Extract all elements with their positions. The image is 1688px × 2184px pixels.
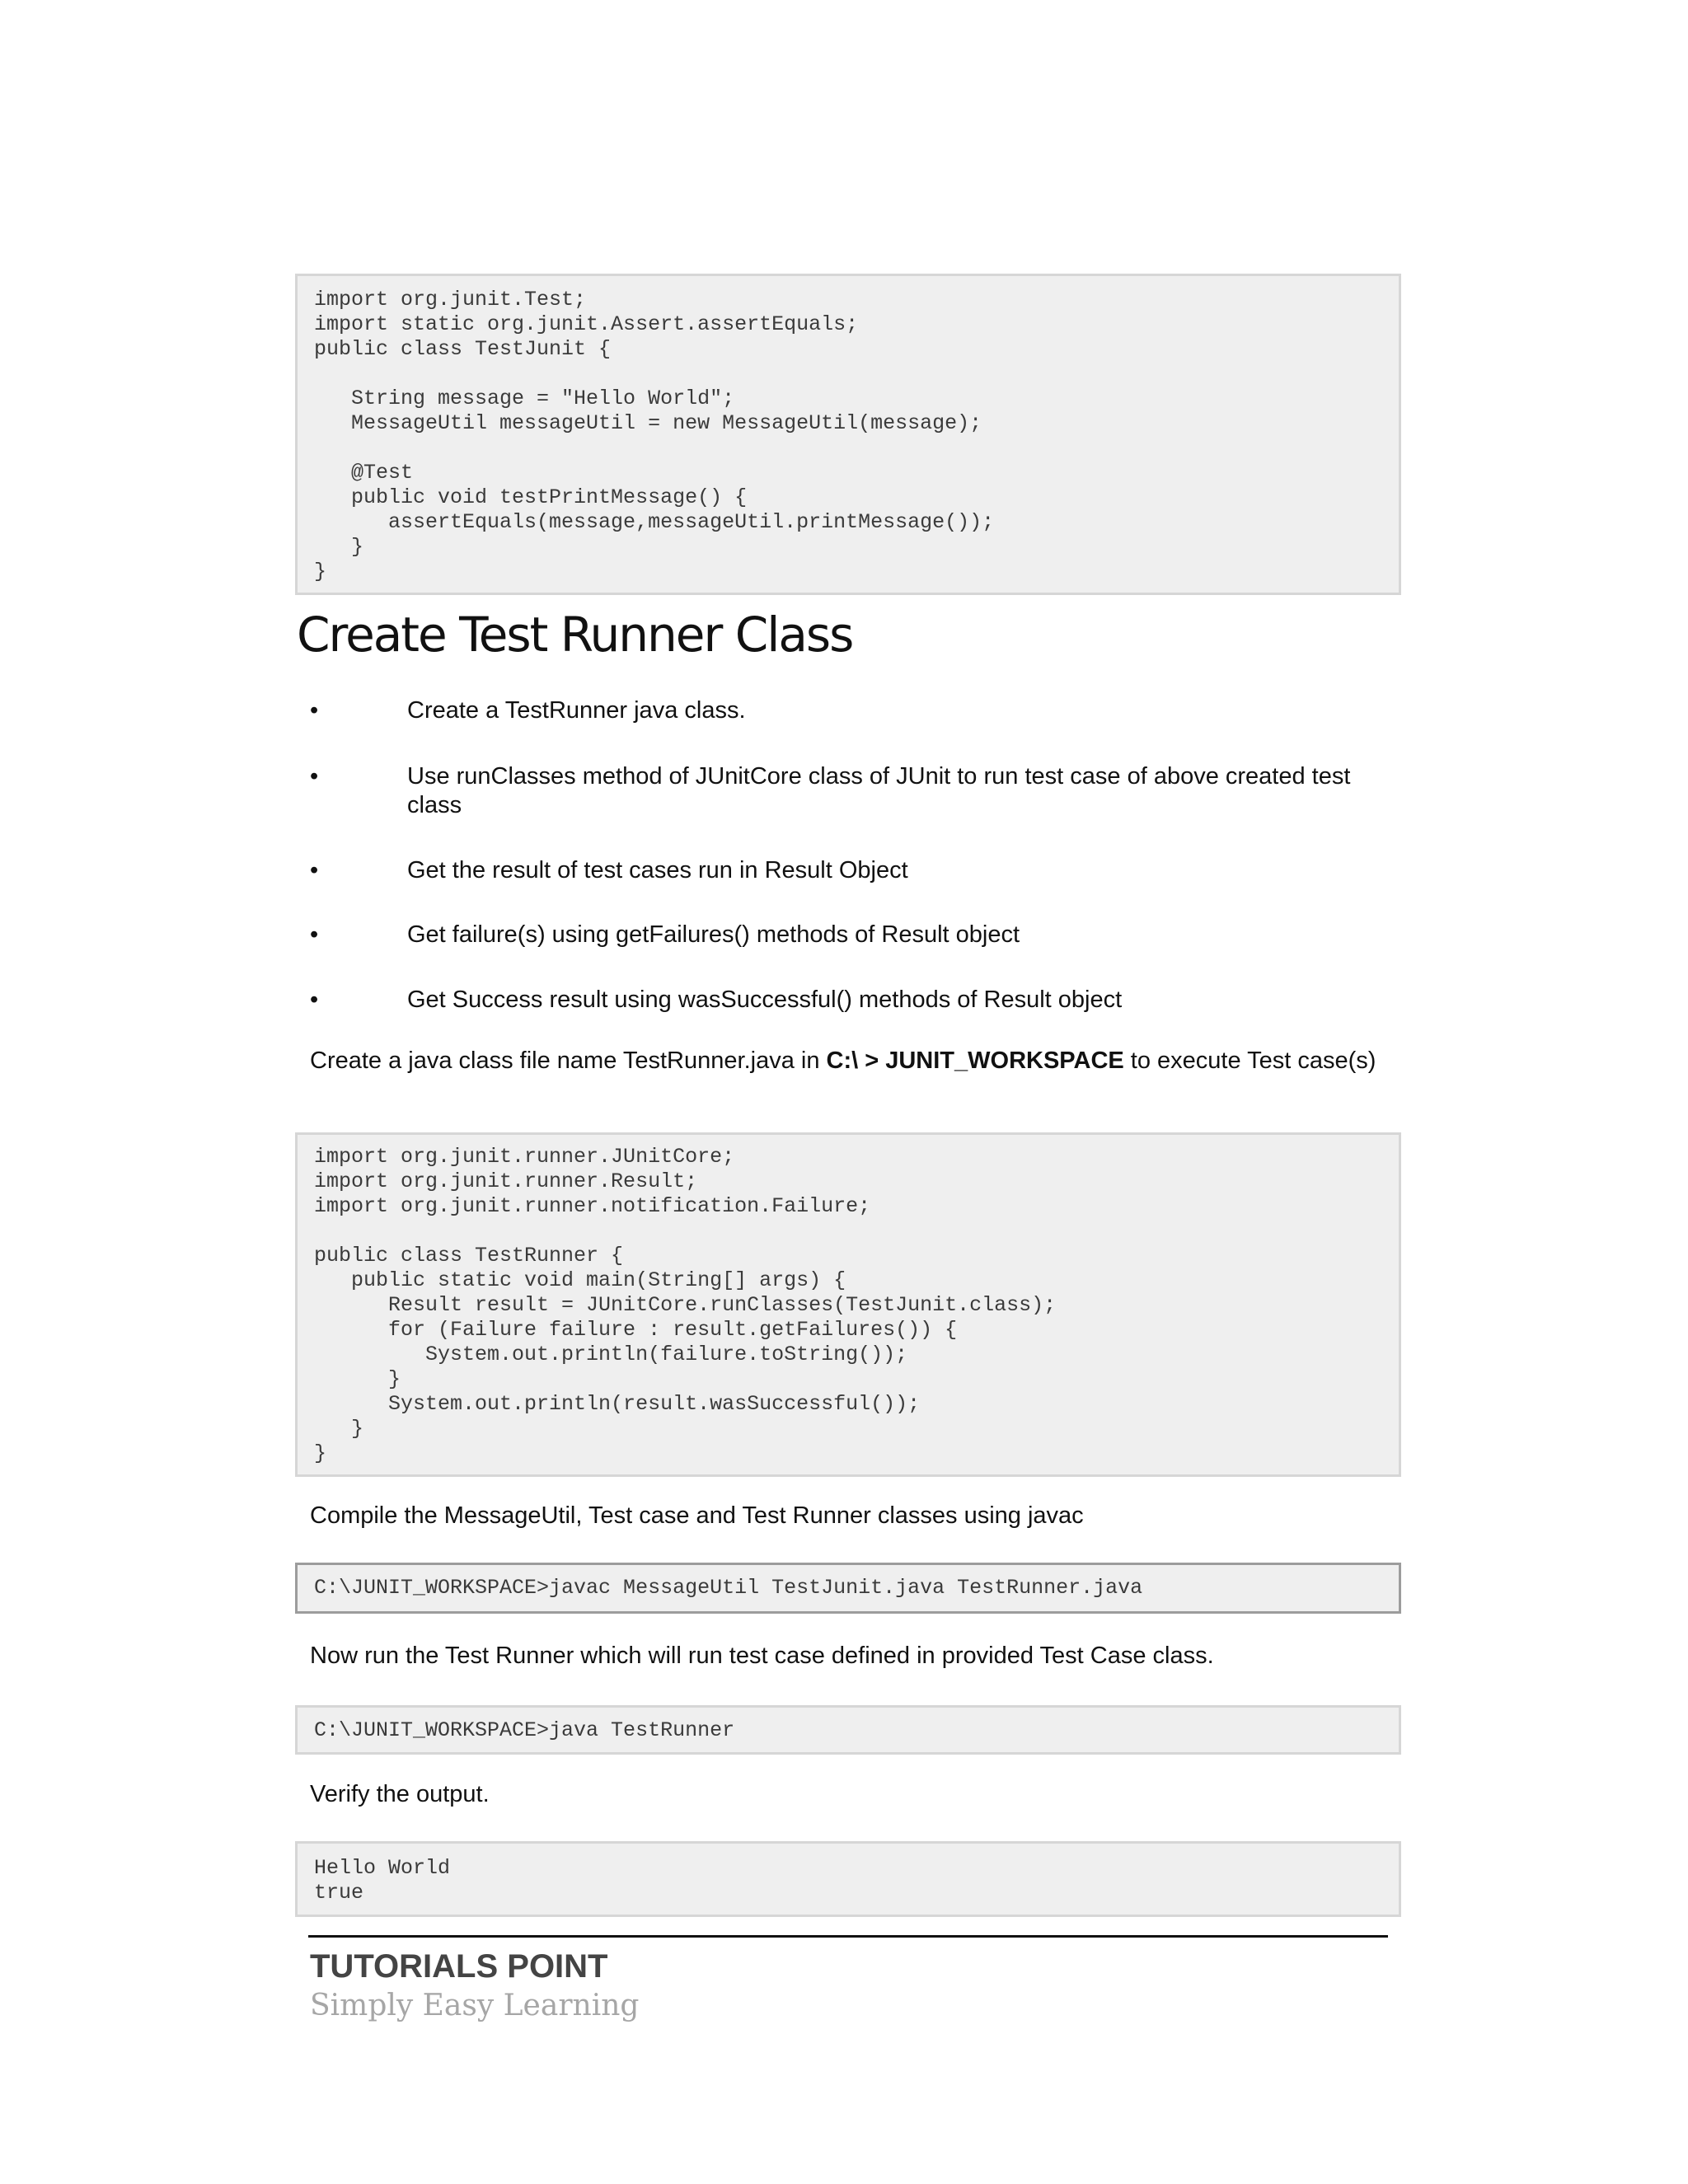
bullet-text: Use runClasses method of JUnitCore class of JUnit to run test case of above created test class [407,763,1351,818]
code-block-compile-command: C:\JUNIT_WORKSPACE>javac MessageUtil TestJunit.java TestRunner.java [295,1563,1401,1614]
bullet-text: Get failure(s) using getFailures() methods of Result object [407,921,1020,948]
section-heading: Create Test Runner Class [297,607,853,663]
code-block-run-command: C:\JUNIT_WORKSPACE>java TestRunner [295,1705,1401,1755]
create-class-paragraph [310,1047,1385,1076]
create-para-after: to execute Test case(s) [1123,1047,1376,1074]
footer-divider [308,1935,1388,1938]
bullet-icon: • [310,857,319,883]
bullet-icon: • [310,921,319,948]
bullet-icon: • [310,987,319,1013]
code-block-output: Hello World true [295,1841,1401,1917]
run-paragraph: Now run the Test Runner which will run test case defined in provided Test Case class. [310,1643,1214,1669]
compile-paragraph: Compile the MessageUtil, Test case and Test Runner classes using javac [310,1502,1084,1529]
bullet-text: Get the result of test cases run in Result Object [407,857,908,883]
create-para-before: Create a java class file name TestRunner.java in [310,1047,827,1074]
verify-paragraph: Verify the output. [310,1781,490,1807]
footer-tagline: Simply Easy Learning [310,1989,640,2022]
bullet-icon: • [310,697,319,724]
bullet-text: Create a TestRunner java class. [407,697,746,724]
code-block-test-junit: import org.junit.Test; import static org.junit.Assert.assertEquals; public class TestJunit { String message = "Hello World"; MessageUtil messageUtil = new MessageUtil(message); @Test public void testPrintMessage() { assertEquals(message,messageUtil.printMessage()); } } [295,274,1401,595]
workspace-path: C:\ > JUNIT_WORKSPACE [826,1047,1124,1074]
bullet-icon: • [310,763,319,790]
bullet-text: Get Success result using wasSuccessful() methods of Result object [407,987,1123,1013]
code-block-test-runner: import org.junit.runner.JUnitCore; import org.junit.runner.Result; import org.junit.runner.notification.Failure; public class TestRunner { public static void main(String[] args) { Result result = JUnitCore.runClasses(TestJunit.class); for (Failure failure : result.getFailures()) { System.out.println(failure.toString()); } System.out.println(result.wasSuccessful()); } } [295,1132,1401,1477]
footer-brand: TUTORIALS POINT [310,1948,608,1985]
